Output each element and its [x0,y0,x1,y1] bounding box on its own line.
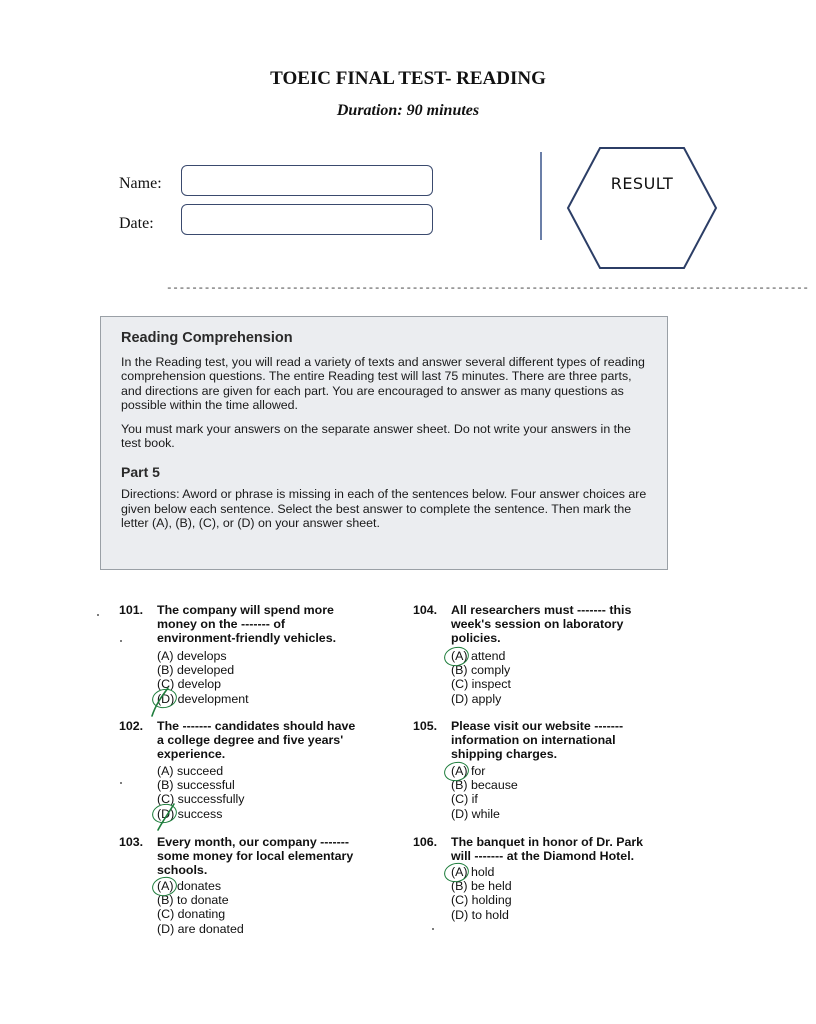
result-label: RESULT [610,174,674,193]
option-a[interactable]: (A) hold [451,865,495,879]
scan-speck [120,640,122,642]
stem-line: Every month, our company ------- [157,835,350,849]
option-b[interactable]: (B) to donate [157,893,229,908]
stem-line: All researchers must ------- this [451,603,632,617]
scan-speck [432,928,434,930]
pen-stroke-mark [148,800,182,834]
question-stem [451,835,676,863]
name-label: Name: [119,175,162,192]
question-number: 103. [119,835,144,849]
option-d[interactable]: (D) to hold [451,907,509,922]
stem-line: The banquet in honor of Dr. Park [451,835,644,849]
stem-line: money on the ------- of [157,617,286,632]
stem-line: a college degree and five years' [157,733,344,748]
question-106 [413,835,703,945]
separator-line: ------------------------------------------------------------------------------------------------------ [166,283,809,295]
name-field[interactable] [181,165,433,196]
option-b[interactable]: (B) be held [451,879,512,894]
instructions-paragraph-1: In the Reading test, you will read a variety of texts and answer several different types of reading comprehension questions. The entire Reading test will last 75 minutes. There are three parts, and directions are given for each part. You are encouraged to answer as many questions as possible within the time allowed. [121,354,645,412]
question-104 [413,603,703,713]
stem-line: environment-friendly vehicles. [157,631,337,646]
question-stem [157,603,382,646]
question-stem [451,603,676,646]
scan-speck [97,614,99,616]
option-a[interactable]: (A) for [451,764,486,778]
question-stem [451,719,676,762]
question-number: 104. [413,603,438,617]
pen-stroke-mark [148,686,178,722]
question-number: 105. [413,719,438,733]
stem-line: information on international [451,733,616,748]
option-d[interactable]: (D) success [157,806,223,821]
option-c[interactable]: (C) donating [157,907,226,922]
option-a[interactable]: (A) succeed [157,764,224,778]
option-d[interactable]: (D) are donated [157,921,244,936]
option-a[interactable]: (A) develops [157,649,227,663]
option-d[interactable]: (D) apply [451,691,502,706]
option-c[interactable]: (C) develop [157,677,222,692]
option-b[interactable]: (B) successful [157,778,235,793]
option-c[interactable]: (C) holding [451,893,512,908]
question-number: 101. [119,603,144,617]
question-stem [157,719,382,762]
stem-line: experience. [157,747,226,762]
date-label: Date: [119,215,154,232]
option-a[interactable]: (A) attend [451,649,506,663]
scan-speck [120,782,122,784]
vertical-divider [540,152,542,240]
stem-line: The company will spend more [157,603,334,617]
result-hexagon [566,146,718,270]
option-c[interactable]: (C) inspect [451,677,511,692]
stem-line: The ------- candidates should have [157,719,356,733]
instructions-paragraph-2: You must mark your answers on the separate answer sheet. Do not write your answers in the test book. [121,421,631,450]
page-title: TOEIC FINAL TEST- READING [270,68,546,89]
option-a[interactable]: (A) donates [157,879,222,893]
stem-line: shipping charges. [451,747,558,762]
option-b[interactable]: (B) developed [157,663,235,678]
question-105 [413,719,703,829]
question-number: 106. [413,835,438,849]
stem-line: will ------- at the Diamond Hotel. [451,849,635,864]
stem-line: some money for local elementary [157,849,354,864]
stem-line: schools. [157,863,208,878]
question-103 [119,835,409,945]
instructions-heading: Reading Comprehension [121,330,293,346]
option-c[interactable]: (C) successfully [157,792,245,807]
option-d[interactable]: (D) while [451,806,500,821]
stem-line: policies. [451,631,501,646]
stem-line: Please visit our website ------- [451,719,624,733]
option-b[interactable]: (B) because [451,778,518,793]
part-heading: Part 5 [121,463,160,480]
part-directions: Directions: Aword or phrase is missing in each of the sentences below. Four answer choices are given below each sentence. Select the best answer to complete the sentence. Then mark the letter (A), (B), (C), or (D) on your answer sheet. [121,487,647,530]
question-number: 102. [119,719,144,733]
instructions-box [100,316,668,570]
option-d[interactable]: (D) development [157,691,249,706]
question-stem [157,835,382,878]
option-c[interactable]: (C) if [451,792,478,807]
option-b[interactable]: (B) comply [451,663,511,678]
duration-subtitle: Duration: 90 minutes [336,102,480,119]
date-field[interactable] [181,204,433,235]
stem-line: week's session on laboratory [451,617,624,632]
